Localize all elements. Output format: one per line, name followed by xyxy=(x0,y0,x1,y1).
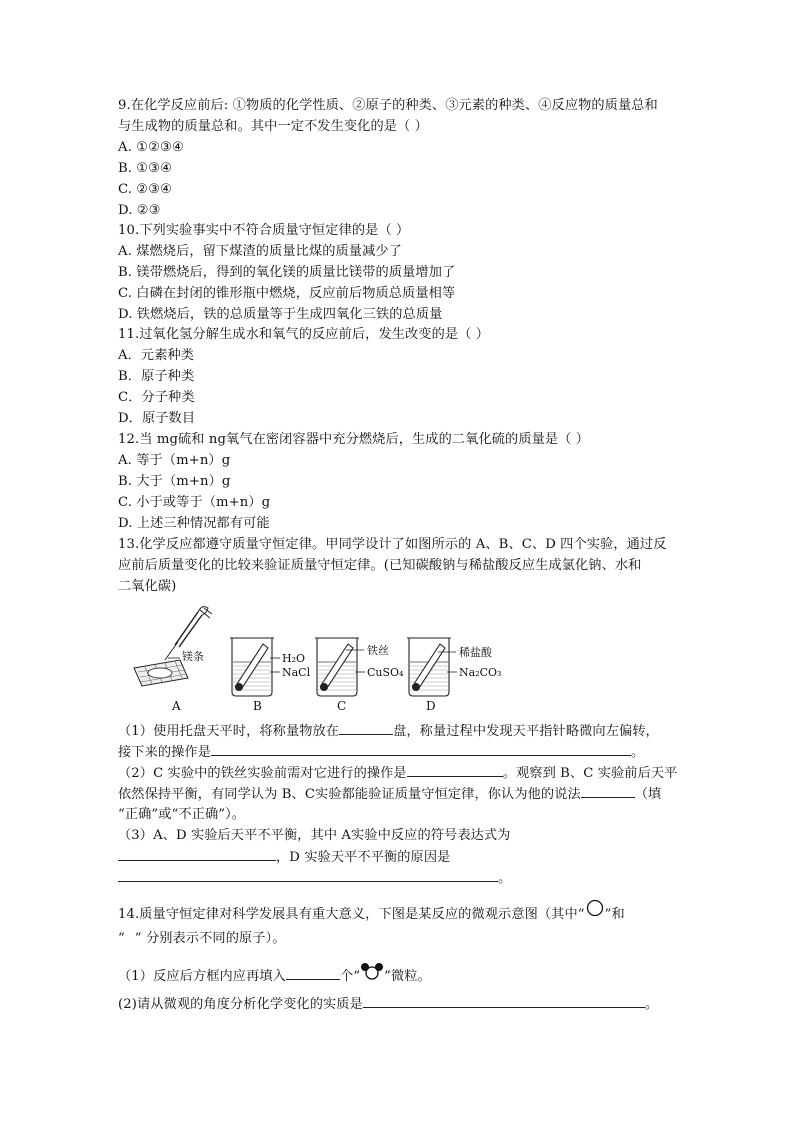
q10-option-b: B. 镁带燃烧后，得到的氧化镁的质量比镁带的质量增加了 xyxy=(118,265,456,280)
q13-part3-line3 xyxy=(118,868,511,889)
q12-option-b: B. 大于（m+n）g xyxy=(118,474,231,489)
q14-stem-text-c: “ xyxy=(118,931,125,946)
q14-part1-blank-count[interactable] xyxy=(286,966,340,980)
q9-stem-line2: 与生成物的质量总和。其中一定不发生变化的是（ ） xyxy=(118,119,428,134)
q14-part2-text-a: (2)请从微观的角度分析化学变化的实质是 xyxy=(118,997,363,1012)
q14-stem-text-d: ” 分别表示不同的原子）。 xyxy=(134,931,286,946)
q10-option-a: A. 煤燃烧后，留下煤渣的质量比煤的质量减少了 xyxy=(118,244,402,259)
q13-stem-line2: 应前后质量变化的比较来验证质量守恒定律。(已知碳酸钠与稀盐酸反应生成氯化钠、水和 xyxy=(118,558,642,573)
experiment-a-apparatus xyxy=(134,607,212,686)
q14-stem-line1 xyxy=(118,905,625,925)
q12-stem: 12.当 mg硫和 ng氧气在密闭容器中充分燃烧后，生成的二氧化硫的质量是（ ） xyxy=(118,432,590,447)
experiment-b-reagent-2: NaCl xyxy=(282,666,311,679)
q13-part3-blank-equation[interactable] xyxy=(118,847,276,861)
q13-part1-end: 。 xyxy=(631,745,645,760)
q13-part1-blank-pan[interactable] xyxy=(339,721,393,735)
q14-stem-text-b: ”和 xyxy=(604,907,625,922)
q10-option-c: C. 白磷在封闭的锥形瓶中燃烧，反应前后物质总质量相等 xyxy=(118,286,456,301)
q13-part1-text-a: （1）使用托盘天平时，将称量物放在 xyxy=(118,724,340,739)
q13-part2-text-c: 依然保持平衡，有同学认为 B、C实验都能验证质量守恒定律，你认为他的说法 xyxy=(118,787,581,802)
white-atom-icon xyxy=(585,899,605,919)
q13-part1-blank-operation[interactable] xyxy=(211,742,631,756)
q13-part2-line1 xyxy=(118,763,677,784)
q13-part2-line3: “正确”或“不正确”）。 xyxy=(118,807,246,822)
q13-part2-text-a: （2）C 实验中的铁丝实验前需对它进行的操作是 xyxy=(118,766,407,781)
q13-part3-blank-reason[interactable] xyxy=(118,868,498,882)
q11-stem: 11.过氧化氢分解生成水和氧气的反应前后，发生改变的是（ ） xyxy=(118,327,490,342)
q13-part3-line2 xyxy=(118,847,450,868)
q13-part1-line2 xyxy=(118,742,644,763)
q14-part1-text-a: （1）反应后方框内应再填入 xyxy=(118,969,286,984)
q14-part2-blank-essence[interactable] xyxy=(363,994,645,1008)
q14-part1-line xyxy=(118,966,431,987)
experiment-label-c: C xyxy=(337,699,347,713)
q9-option-d: D. ②③ xyxy=(118,203,161,218)
q14-part2-end: 。 xyxy=(644,997,659,1012)
q13-part3-line1: （3）A、D 实验后天平不平衡，其中 A实验中反应的符号表达式为 xyxy=(118,828,511,843)
q11-option-c: C．分子种类 xyxy=(118,390,195,405)
experiment-c-reagent-1: 铁丝 xyxy=(367,644,389,657)
q9-option-a: A. ①②③④ xyxy=(118,140,184,155)
q14-part1-text-c: ”微粒。 xyxy=(384,969,431,984)
q12-option-d: D. 上述三种情况都有可能 xyxy=(118,516,270,531)
molecule-icon xyxy=(360,961,384,983)
q11-option-b: B．原子种类 xyxy=(118,369,195,384)
q14-stem-text-a: 14.质量守恒定律对科学发展具有重大意义，下图是某反应的微观示意图（其中“ xyxy=(118,907,585,922)
experiment-diagram xyxy=(120,600,520,715)
q11-option-d: D．原子数目 xyxy=(118,411,196,426)
experiment-c-reagent-2: CuSO₄ xyxy=(367,666,404,679)
q13-part1-text-b: 盘，称量过程中发现天平指针略微向左偏转， xyxy=(393,724,659,739)
q9-option-b: B. ①③④ xyxy=(118,161,173,176)
experiment-d-reagent-2: Na₂CO₃ xyxy=(459,666,502,679)
q13-part1-text-c: 接下来的操作是 xyxy=(118,745,212,760)
q13-experiment-figure xyxy=(120,600,520,715)
q13-stem-line1: 13.化学反应都遵守质量守恒定律。甲同学设计了如图所示的 A、B、C、D 四个实验，通过反 xyxy=(118,537,667,552)
q9-option-c: C. ②③④ xyxy=(118,182,173,197)
q9-stem-line1: 9.在化学反应前后: ①物质的化学性质、②原子的种类、③元素的种类、④反应物的质量总和 xyxy=(118,98,658,113)
black-atom-icon xyxy=(125,932,135,946)
q14-stem-line2 xyxy=(118,929,286,949)
q13-part2-text-d: （填 xyxy=(634,787,662,802)
experiment-label-d: D xyxy=(426,699,436,713)
q13-part1-line1 xyxy=(118,721,659,742)
experiment-a-reagent: 镁条 xyxy=(182,650,204,663)
experiment-b-apparatus xyxy=(230,638,280,696)
experiment-label-a: A xyxy=(172,699,181,713)
experiment-label-b: B xyxy=(253,699,262,713)
q14-part1-text-b: 个“ xyxy=(339,969,361,984)
experiment-c-apparatus xyxy=(315,638,365,696)
q13-part3-text-b: ，D 实验天平不平衡的原因是 xyxy=(276,850,451,865)
q14-part2-line xyxy=(118,994,658,1015)
q10-option-d: D. 铁燃烧后，铁的总质量等于生成四氧化三铁的总质量 xyxy=(118,307,443,322)
experiment-d-reagent-1: 稀盐酸 xyxy=(459,646,492,659)
q13-part2-line2 xyxy=(118,784,661,805)
experiment-b-reagent-1: H₂O xyxy=(282,652,306,665)
experiment-d-apparatus xyxy=(407,638,457,696)
q12-option-c: C. 小于或等于（m+n）g xyxy=(118,495,271,510)
q12-option-a: A. 等于（m+n）g xyxy=(118,453,231,468)
q13-part2-text-b: 。观察到 B、C 实验前后天平 xyxy=(502,766,678,781)
q11-option-a: A．元素种类 xyxy=(118,348,195,363)
q13-part2-blank-judgement[interactable] xyxy=(581,784,635,798)
q13-stem-line3: 二氧化碳) xyxy=(118,579,177,594)
q13-part3-end: 。 xyxy=(498,871,512,886)
q13-part2-blank-operation[interactable] xyxy=(407,763,503,777)
q10-stem: 10.下列实验事实中不符合质量守恒定律的是（ ） xyxy=(118,223,410,238)
